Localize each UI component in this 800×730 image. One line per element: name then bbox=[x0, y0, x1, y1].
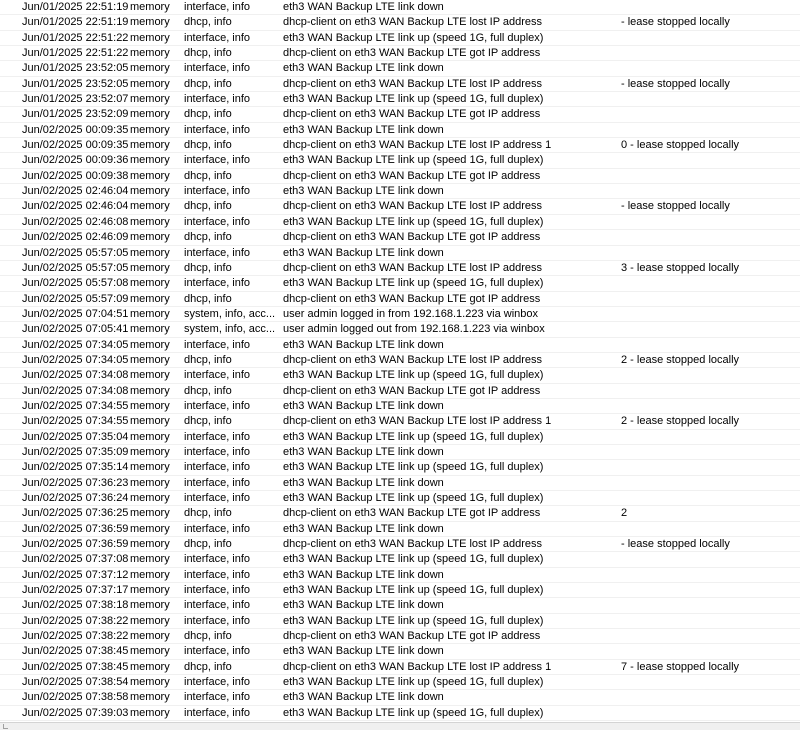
log-topics: interface, info bbox=[184, 62, 251, 75]
log-message: user admin logged in from 192.168.1.223 via winbox bbox=[283, 307, 538, 320]
log-time: Jun/02/2025 07:04:51 bbox=[22, 307, 129, 320]
log-message: eth3 WAN Backup LTE link up (speed 1G, full duplex) bbox=[283, 553, 544, 566]
log-topics: interface, info bbox=[184, 31, 251, 44]
log-buffer: memory bbox=[130, 62, 170, 75]
log-time: Jun/01/2025 22:51:22 bbox=[22, 31, 129, 44]
resize-grip-icon bbox=[3, 724, 8, 729]
log-buffer: memory bbox=[130, 1, 170, 13]
log-message: dhcp-client on eth3 WAN Backup LTE got IP address bbox=[283, 108, 541, 121]
log-message: dhcp-client on eth3 WAN Backup LTE lost IP address bbox=[283, 261, 543, 274]
log-buffer: memory bbox=[130, 445, 170, 458]
log-time: Jun/02/2025 07:34:55 bbox=[22, 399, 129, 412]
log-time: Jun/01/2025 22:51:19 bbox=[22, 16, 129, 29]
log-message: eth3 WAN Backup LTE link down bbox=[283, 645, 444, 658]
log-row[interactable] bbox=[0, 215, 800, 230]
log-row[interactable] bbox=[0, 583, 800, 598]
log-row[interactable] bbox=[0, 153, 800, 168]
log-buffer: memory bbox=[130, 415, 170, 428]
log-buffer: memory bbox=[130, 353, 170, 366]
log-message-suffix: - lease stopped locally bbox=[621, 77, 730, 90]
log-row[interactable] bbox=[0, 169, 800, 184]
log-row[interactable] bbox=[0, 292, 800, 307]
log-time: Jun/02/2025 07:34:05 bbox=[22, 338, 129, 351]
log-time: Jun/01/2025 22:51:19 bbox=[22, 1, 129, 13]
log-buffer: memory bbox=[130, 200, 170, 213]
log-time: Jun/02/2025 02:46:09 bbox=[22, 231, 129, 244]
log-message: dhcp-client on eth3 WAN Backup LTE lost IP address bbox=[283, 538, 543, 551]
log-topics: dhcp, info bbox=[184, 16, 232, 29]
log-buffer: memory bbox=[130, 261, 170, 274]
log-topics: interface, info bbox=[184, 277, 251, 290]
log-row[interactable] bbox=[0, 199, 800, 214]
log-topics: interface, info bbox=[184, 123, 251, 136]
log-buffer: memory bbox=[130, 246, 170, 259]
log-buffer: memory bbox=[130, 553, 170, 566]
log-message: dhcp-client on eth3 WAN Backup LTE lost IP address 1 bbox=[283, 415, 552, 428]
log-buffer: memory bbox=[130, 108, 170, 121]
log-buffer: memory bbox=[130, 292, 170, 305]
log-topics: interface, info bbox=[184, 553, 251, 566]
log-buffer: memory bbox=[130, 77, 170, 90]
log-topics: interface, info bbox=[184, 215, 251, 228]
log-topics: dhcp, info bbox=[184, 77, 232, 90]
log-message: eth3 WAN Backup LTE link down bbox=[283, 246, 444, 259]
log-message: dhcp-client on eth3 WAN Backup LTE got IP address bbox=[283, 384, 541, 397]
log-buffer: memory bbox=[130, 154, 170, 167]
log-buffer: memory bbox=[130, 568, 170, 581]
log-row[interactable] bbox=[0, 629, 800, 644]
log-row[interactable] bbox=[0, 460, 800, 475]
log-time: Jun/02/2025 07:36:59 bbox=[22, 522, 129, 535]
log-row[interactable] bbox=[0, 107, 800, 122]
log-message: dhcp-client on eth3 WAN Backup LTE got IP address bbox=[283, 231, 541, 244]
log-row[interactable] bbox=[0, 230, 800, 245]
log-time: Jun/02/2025 07:37:12 bbox=[22, 568, 129, 581]
log-message-suffix: - lease stopped locally bbox=[621, 16, 730, 29]
log-time: Jun/02/2025 07:37:17 bbox=[22, 584, 129, 597]
log-row[interactable] bbox=[0, 77, 800, 92]
log-message-suffix: - lease stopped locally bbox=[621, 538, 730, 551]
log-topics: interface, info bbox=[184, 706, 251, 719]
log-message: eth3 WAN Backup LTE link up (speed 1G, full duplex) bbox=[283, 676, 544, 689]
log-topics: interface, info bbox=[184, 691, 251, 704]
log-topics: interface, info bbox=[184, 338, 251, 351]
log-topics: dhcp, info bbox=[184, 384, 232, 397]
log-message-suffix: 0 - lease stopped locally bbox=[621, 139, 740, 152]
log-time: Jun/02/2025 07:36:59 bbox=[22, 538, 129, 551]
log-time: Jun/02/2025 07:05:41 bbox=[22, 323, 129, 336]
log-topics: interface, info bbox=[184, 476, 251, 489]
log-message: dhcp-client on eth3 WAN Backup LTE lost IP address bbox=[283, 353, 543, 366]
log-row[interactable] bbox=[0, 522, 800, 537]
log-message: dhcp-client on eth3 WAN Backup LTE got IP address bbox=[283, 630, 541, 643]
log-time: Jun/02/2025 07:37:08 bbox=[22, 553, 129, 566]
log-time: Jun/02/2025 00:09:35 bbox=[22, 123, 129, 136]
log-time: Jun/01/2025 23:52:05 bbox=[22, 62, 129, 75]
log-message: eth3 WAN Backup LTE link down bbox=[283, 522, 444, 535]
log-row[interactable] bbox=[0, 246, 800, 261]
log-row[interactable] bbox=[0, 46, 800, 61]
log-row[interactable] bbox=[0, 552, 800, 567]
log-row[interactable] bbox=[0, 307, 800, 322]
log-message: user admin logged out from 192.168.1.223 via winbox bbox=[283, 323, 545, 336]
log-time: Jun/02/2025 02:46:08 bbox=[22, 215, 129, 228]
log-row[interactable] bbox=[0, 0, 800, 15]
log-message: eth3 WAN Backup LTE link down bbox=[283, 476, 444, 489]
log-buffer: memory bbox=[130, 169, 170, 182]
log-message: dhcp-client on eth3 WAN Backup LTE got IP address bbox=[283, 507, 541, 520]
log-message: dhcp-client on eth3 WAN Backup LTE lost IP address 1 bbox=[283, 660, 552, 673]
log-row[interactable] bbox=[0, 706, 800, 721]
log-message: eth3 WAN Backup LTE link up (speed 1G, full duplex) bbox=[283, 215, 544, 228]
log-message: eth3 WAN Backup LTE link up (speed 1G, full duplex) bbox=[283, 614, 544, 627]
log-row[interactable] bbox=[0, 598, 800, 613]
log-time: Jun/02/2025 07:38:18 bbox=[22, 599, 129, 612]
log-message: dhcp-client on eth3 WAN Backup LTE lost IP address bbox=[283, 200, 543, 213]
log-time: Jun/02/2025 07:38:45 bbox=[22, 660, 129, 673]
log-buffer: memory bbox=[130, 645, 170, 658]
log-message: eth3 WAN Backup LTE link up (speed 1G, full duplex) bbox=[283, 277, 544, 290]
log-message: dhcp-client on eth3 WAN Backup LTE lost IP address bbox=[283, 16, 543, 29]
log-time: Jun/01/2025 23:52:09 bbox=[22, 108, 129, 121]
log-buffer: memory bbox=[130, 323, 170, 336]
log-row[interactable] bbox=[0, 399, 800, 414]
log-row[interactable] bbox=[0, 123, 800, 138]
log-message: eth3 WAN Backup LTE link up (speed 1G, full duplex) bbox=[283, 430, 544, 443]
log-row[interactable] bbox=[0, 31, 800, 46]
log-time: Jun/02/2025 07:38:22 bbox=[22, 630, 129, 643]
log-row[interactable] bbox=[0, 15, 800, 30]
log-topics: interface, info bbox=[184, 568, 251, 581]
log-topics: interface, info bbox=[184, 1, 251, 13]
log-topics: interface, info bbox=[184, 430, 251, 443]
log-time: Jun/02/2025 00:09:35 bbox=[22, 139, 129, 152]
log-buffer: memory bbox=[130, 430, 170, 443]
log-message-suffix: 7 - lease stopped locally bbox=[621, 660, 740, 673]
log-topics: dhcp, info bbox=[184, 538, 232, 551]
log-topics: system, info, acc... bbox=[184, 323, 276, 336]
log-time: Jun/02/2025 00:09:36 bbox=[22, 154, 129, 167]
log-time: Jun/02/2025 07:38:45 bbox=[22, 645, 129, 658]
log-buffer: memory bbox=[130, 93, 170, 106]
log-message: eth3 WAN Backup LTE link up (speed 1G, full duplex) bbox=[283, 492, 544, 504]
log-message-suffix: - lease stopped locally bbox=[621, 200, 730, 213]
log-message-suffix: 2 bbox=[621, 507, 628, 520]
log-message: eth3 WAN Backup LTE link down bbox=[283, 599, 444, 612]
log-buffer: memory bbox=[130, 185, 170, 198]
log-message: eth3 WAN Backup LTE link down bbox=[283, 185, 444, 198]
log-topics: interface, info bbox=[184, 599, 251, 612]
log-row[interactable] bbox=[0, 261, 800, 276]
log-message: eth3 WAN Backup LTE link up (speed 1G, full duplex) bbox=[283, 706, 544, 719]
log-topics: interface, info bbox=[184, 584, 251, 597]
log-row[interactable] bbox=[0, 506, 800, 521]
log-time: Jun/01/2025 22:51:22 bbox=[22, 47, 129, 60]
log-time: Jun/02/2025 05:57:05 bbox=[22, 261, 129, 274]
log-buffer: memory bbox=[130, 277, 170, 290]
log-row[interactable] bbox=[0, 276, 800, 291]
log-buffer: memory bbox=[130, 231, 170, 244]
log-row[interactable] bbox=[0, 430, 800, 445]
log-time: Jun/02/2025 07:34:55 bbox=[22, 415, 129, 428]
log-time: Jun/02/2025 00:09:38 bbox=[22, 169, 129, 182]
horizontal-scrollbar[interactable] bbox=[0, 722, 800, 730]
log-row[interactable] bbox=[0, 138, 800, 153]
log-topics: dhcp, info bbox=[184, 507, 232, 520]
log-row[interactable] bbox=[0, 660, 800, 675]
log-buffer: memory bbox=[130, 399, 170, 412]
log-time: Jun/02/2025 07:34:08 bbox=[22, 369, 129, 382]
log-buffer: memory bbox=[130, 338, 170, 351]
log-topics: dhcp, info bbox=[184, 292, 232, 305]
log-time: Jun/01/2025 23:52:07 bbox=[22, 93, 129, 106]
log-topics: interface, info bbox=[184, 93, 251, 106]
log-message: dhcp-client on eth3 WAN Backup LTE got IP address bbox=[283, 292, 541, 305]
log-buffer: memory bbox=[130, 584, 170, 597]
log-message-suffix: 2 - lease stopped locally bbox=[621, 415, 740, 428]
log-topics: interface, info bbox=[184, 445, 251, 458]
log-time: Jun/02/2025 07:35:04 bbox=[22, 430, 129, 443]
log-time: Jun/02/2025 02:46:04 bbox=[22, 185, 129, 198]
log-buffer: memory bbox=[130, 507, 170, 520]
log-message: eth3 WAN Backup LTE link down bbox=[283, 691, 444, 704]
log-message: eth3 WAN Backup LTE link up (speed 1G, full duplex) bbox=[283, 154, 544, 167]
log-time: Jun/02/2025 05:57:08 bbox=[22, 277, 129, 290]
log-row[interactable] bbox=[0, 675, 800, 690]
log-topics: interface, info bbox=[184, 614, 251, 627]
log-buffer: memory bbox=[130, 676, 170, 689]
log-row[interactable] bbox=[0, 353, 800, 368]
log-buffer: memory bbox=[130, 215, 170, 228]
log-buffer: memory bbox=[130, 384, 170, 397]
log-message: eth3 WAN Backup LTE link up (speed 1G, full duplex) bbox=[283, 461, 544, 474]
log-buffer: memory bbox=[130, 139, 170, 152]
log-row[interactable] bbox=[0, 322, 800, 337]
log-topics: dhcp, info bbox=[184, 200, 232, 213]
log-message: eth3 WAN Backup LTE link up (speed 1G, full duplex) bbox=[283, 31, 544, 44]
log-buffer: memory bbox=[130, 369, 170, 382]
log-topics: dhcp, info bbox=[184, 261, 232, 274]
log-time: Jun/02/2025 05:57:09 bbox=[22, 292, 129, 305]
log-topics: system, info, acc... bbox=[184, 307, 276, 320]
log-topics: interface, info bbox=[184, 246, 251, 259]
log-topics: dhcp, info bbox=[184, 630, 232, 643]
log-topics: dhcp, info bbox=[184, 660, 232, 673]
log-topics: interface, info bbox=[184, 645, 251, 658]
log-buffer: memory bbox=[130, 614, 170, 627]
log-topics: interface, info bbox=[184, 369, 251, 382]
log-topics: interface, info bbox=[184, 492, 251, 504]
log-buffer: memory bbox=[130, 47, 170, 60]
log-row[interactable] bbox=[0, 384, 800, 399]
log-buffer: memory bbox=[130, 538, 170, 551]
log-row[interactable] bbox=[0, 414, 800, 429]
log-row[interactable] bbox=[0, 338, 800, 353]
log-message: eth3 WAN Backup LTE link down bbox=[283, 123, 444, 136]
log-row[interactable] bbox=[0, 644, 800, 659]
log-message: eth3 WAN Backup LTE link down bbox=[283, 445, 444, 458]
log-buffer: memory bbox=[130, 630, 170, 643]
log-row[interactable] bbox=[0, 491, 800, 506]
log-message: eth3 WAN Backup LTE link down bbox=[283, 338, 444, 351]
log-time: Jun/02/2025 07:35:14 bbox=[22, 461, 129, 474]
log-message: dhcp-client on eth3 WAN Backup LTE lost IP address 1 bbox=[283, 139, 552, 152]
log-message: eth3 WAN Backup LTE link up (speed 1G, full duplex) bbox=[283, 369, 544, 382]
log-topics: interface, info bbox=[184, 522, 251, 535]
log-message: eth3 WAN Backup LTE link up (speed 1G, full duplex) bbox=[283, 584, 544, 597]
log-buffer: memory bbox=[130, 16, 170, 29]
log-buffer: memory bbox=[130, 461, 170, 474]
log-row[interactable] bbox=[0, 537, 800, 552]
log-buffer: memory bbox=[130, 706, 170, 719]
log-buffer: memory bbox=[130, 307, 170, 320]
log-topics: interface, info bbox=[184, 461, 251, 474]
log-time: Jun/02/2025 07:34:05 bbox=[22, 353, 129, 366]
log-topics: dhcp, info bbox=[184, 353, 232, 366]
log-message: eth3 WAN Backup LTE link down bbox=[283, 399, 444, 412]
log-buffer: memory bbox=[130, 31, 170, 44]
log-message: dhcp-client on eth3 WAN Backup LTE got IP address bbox=[283, 47, 541, 60]
log-topics: interface, info bbox=[184, 154, 251, 167]
log-message: dhcp-client on eth3 WAN Backup LTE got IP address bbox=[283, 169, 541, 182]
log-buffer: memory bbox=[130, 522, 170, 535]
log-topics: dhcp, info bbox=[184, 108, 232, 121]
log-topics: interface, info bbox=[184, 185, 251, 198]
log-row[interactable] bbox=[0, 445, 800, 460]
log-row[interactable] bbox=[0, 568, 800, 583]
log-time: Jun/02/2025 07:38:22 bbox=[22, 614, 129, 627]
log-buffer: memory bbox=[130, 476, 170, 489]
log-time: Jun/02/2025 07:38:54 bbox=[22, 676, 129, 689]
log-row[interactable] bbox=[0, 92, 800, 107]
log-time: Jun/02/2025 07:34:08 bbox=[22, 384, 129, 397]
log-time: Jun/02/2025 02:46:04 bbox=[22, 200, 129, 213]
log-topics: dhcp, info bbox=[184, 231, 232, 244]
log-buffer: memory bbox=[130, 660, 170, 673]
log-time: Jun/02/2025 07:36:24 bbox=[22, 492, 129, 504]
log-time: Jun/01/2025 23:52:05 bbox=[22, 77, 129, 90]
log-time: Jun/02/2025 07:36:25 bbox=[22, 507, 129, 520]
log-buffer: memory bbox=[130, 492, 170, 504]
log-message: eth3 WAN Backup LTE link down bbox=[283, 62, 444, 75]
log-time: Jun/02/2025 07:39:03 bbox=[22, 706, 129, 719]
log-row[interactable] bbox=[0, 368, 800, 383]
log-row[interactable] bbox=[0, 476, 800, 491]
log-message: eth3 WAN Backup LTE link down bbox=[283, 1, 444, 13]
log-time: Jun/02/2025 07:36:23 bbox=[22, 476, 129, 489]
log-time: Jun/02/2025 07:35:09 bbox=[22, 445, 129, 458]
log-topics: dhcp, info bbox=[184, 139, 232, 152]
log-message: eth3 WAN Backup LTE link down bbox=[283, 568, 444, 581]
log-row[interactable] bbox=[0, 61, 800, 76]
log-row[interactable] bbox=[0, 690, 800, 705]
log-topics: interface, info bbox=[184, 676, 251, 689]
log-topics: dhcp, info bbox=[184, 415, 232, 428]
log-time: Jun/02/2025 07:38:58 bbox=[22, 691, 129, 704]
log-buffer: memory bbox=[130, 599, 170, 612]
log-row[interactable] bbox=[0, 184, 800, 199]
log-message-suffix: 3 - lease stopped locally bbox=[621, 261, 740, 274]
log-buffer: memory bbox=[130, 123, 170, 136]
log-row[interactable] bbox=[0, 614, 800, 629]
log-message: dhcp-client on eth3 WAN Backup LTE lost IP address bbox=[283, 77, 543, 90]
log-time: Jun/02/2025 05:57:05 bbox=[22, 246, 129, 259]
log-message: eth3 WAN Backup LTE link up (speed 1G, full duplex) bbox=[283, 93, 544, 106]
log-topics: dhcp, info bbox=[184, 47, 232, 60]
log-buffer: memory bbox=[130, 691, 170, 704]
log-topics: dhcp, info bbox=[184, 169, 232, 182]
log-message-suffix: 2 - lease stopped locally bbox=[621, 353, 740, 366]
log-topics: interface, info bbox=[184, 399, 251, 412]
